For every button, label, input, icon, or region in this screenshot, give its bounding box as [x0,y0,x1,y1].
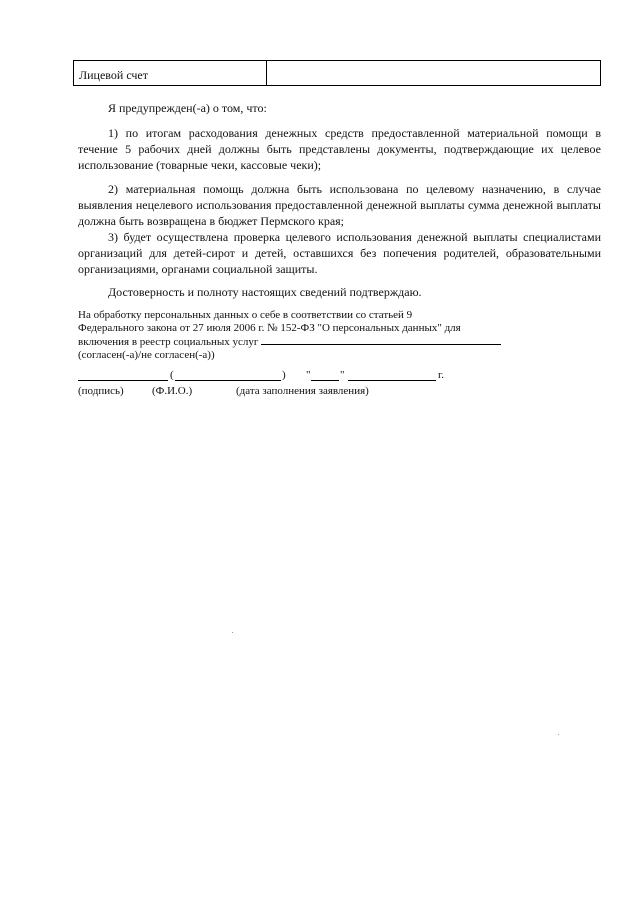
date-day-field[interactable] [311,369,339,381]
personal-data-consent [78,309,498,361]
warning-intro: Я предупрежден(-а) о том, что: [108,101,267,115]
consent-line-4: (согласен(-а)/не согласен(-а)) [78,348,215,361]
signature-field[interactable] [78,369,168,381]
signature-line [78,369,478,383]
consent-line-3: включения в реестр социальных услуг [78,336,259,348]
signature-labels [78,385,478,399]
warning-item-1: 1) по итогам расходования денежных средств предоставленной материальной помощи в течение 5 рабочих дней должны быть представлены документы, подтверждающие их целевое использование (товарные чеки, кассовые чеки); [78,126,601,172]
date-month-year-field[interactable] [348,369,436,381]
scan-speck [558,734,559,735]
label-date: (дата заполнения заявления) [236,385,369,397]
consent-line-3-row [78,334,498,349]
date-quote-open: " [306,369,311,381]
account-table [73,60,601,86]
account-value-field[interactable] [267,61,600,85]
date-quote-close: " [340,369,345,381]
consent-answer-field[interactable] [261,334,501,345]
account-label: Лицевой счет [74,61,267,85]
scan-speck [232,632,233,633]
confirm-statement: Достоверность и полноту настоящих сведений подтверждаю. [108,285,422,299]
year-suffix: г. [438,369,445,381]
consent-line-2: Федерального закона от 27 июля 2006 г. № 152-ФЗ "О персональных данных" для [78,321,461,334]
fio-close-paren: ) [282,369,286,381]
warning-item-2: 2) материальная помощь должна быть использована по целевому назначению, в случае выявления нецелевого использования предоставленной денежной выплаты сумма денежной выплаты должна быть возвращена в бюджет Пермского края; [78,182,601,228]
fio-field[interactable] [175,369,281,381]
warning-item-3: 3) будет осуществлена проверка целевого использования денежной выплаты специалистами организаций для детей-сирот и детей, оставшихся без попечения родителей, образовательными организациями, органами социальной защиты. [78,230,601,276]
label-fio: (Ф.И.О.) [152,385,193,397]
consent-line-1: На обработку персональных данных о себе в соответствии со статьей 9 [78,309,413,321]
label-signature: (подпись) [78,385,124,397]
fio-open-paren: ( [170,369,174,381]
